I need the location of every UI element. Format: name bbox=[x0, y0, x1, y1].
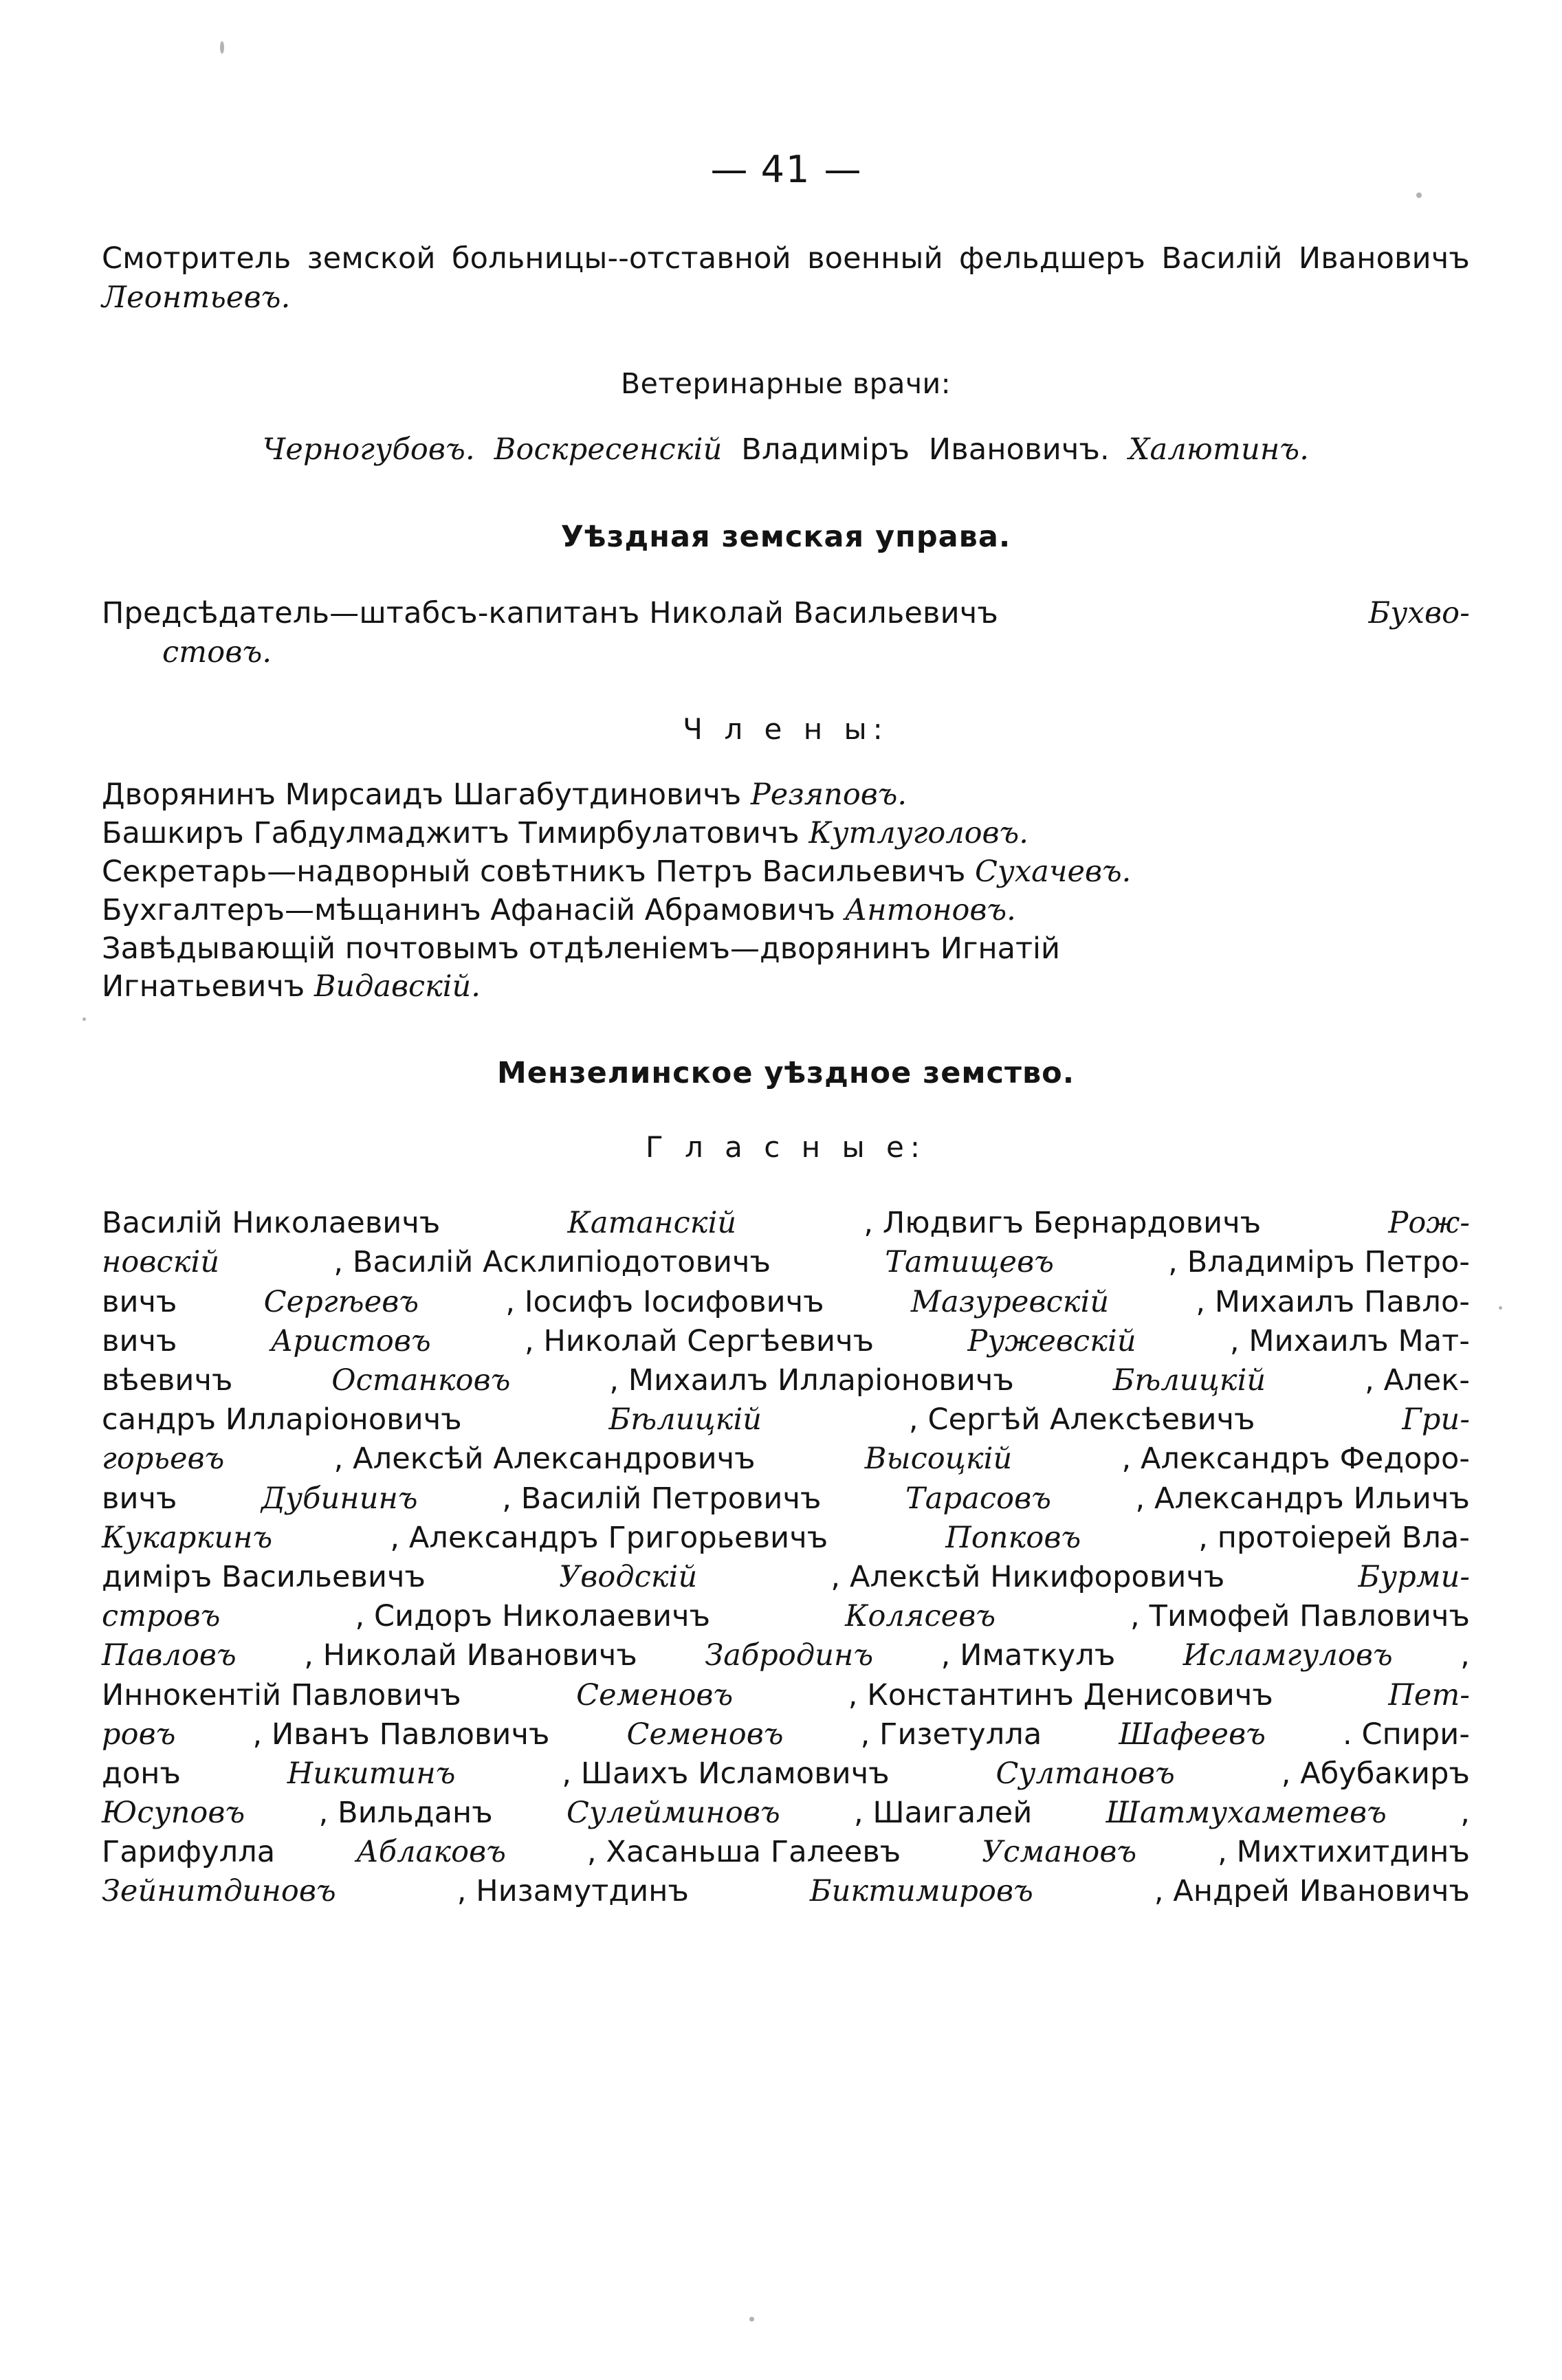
member-row-5 bbox=[102, 930, 1470, 969]
glasnye-line-4 bbox=[102, 1322, 1470, 1361]
glasnye-line-15-seg-1: Никитинъ bbox=[287, 1756, 456, 1791]
vet-name-3: Халютинъ. bbox=[1128, 432, 1310, 467]
glasnye-line-16-seg-4: Шатмухаметевъ bbox=[1106, 1796, 1387, 1831]
member-row-4 bbox=[102, 892, 1470, 930]
glasnye-line-18-seg-0: Зейнитдиновъ bbox=[102, 1874, 336, 1909]
heading-uyezd-zemstvo-board: Уѣздная земская управа. bbox=[560, 519, 1011, 554]
glasnye-body bbox=[102, 1204, 1470, 1911]
glasnye-line-16-seg-0: Юсуповъ bbox=[102, 1796, 245, 1831]
glasnye-line-16-seg-5: , bbox=[1460, 1796, 1470, 1831]
glasnye-line-12 bbox=[102, 1636, 1470, 1675]
page-number-value: 41 bbox=[760, 148, 811, 191]
paragraph-hospital-warden bbox=[102, 239, 1470, 318]
glasnye-line-2-seg-2: Татищевъ bbox=[885, 1245, 1054, 1280]
member-row-1-surname: Резяповъ. bbox=[750, 777, 908, 812]
glasnye-line-12-seg-0: Павловъ bbox=[102, 1638, 236, 1673]
member-row-4-plain: Бухгалтеръ—мѣщанинъ Афанасій Абрамовичъ bbox=[102, 892, 845, 927]
glasnye-line-4-seg-4: , Михаилъ Мат- bbox=[1229, 1323, 1470, 1358]
page-number-dash-left: — bbox=[710, 148, 748, 191]
glasnye-line-8 bbox=[102, 1479, 1470, 1519]
member-row-1-plain: Дворянинъ Мирсаидъ Шагабутдиновичъ bbox=[102, 777, 751, 812]
heading-glasnye: Г л а с н ы е: bbox=[645, 1130, 926, 1165]
member-row-4-surname: Антоновъ. bbox=[844, 892, 1016, 927]
glasnye-line-5 bbox=[102, 1361, 1470, 1400]
glasnye-line-12-seg-4: Исламгуловъ bbox=[1182, 1638, 1393, 1673]
glasnye-line-10 bbox=[102, 1558, 1470, 1597]
glasnye-line-16-seg-1: , Вильданъ bbox=[318, 1796, 493, 1831]
glasnye-line-6-seg-1: Бѣлицкій bbox=[608, 1402, 762, 1437]
glasnye-line-15-seg-3: Султановъ bbox=[996, 1756, 1175, 1791]
glasnye-line-3-seg-2: , Іосифъ Іосифовичъ bbox=[505, 1284, 824, 1319]
glasnye-line-16-seg-3: , Шаигалей bbox=[853, 1796, 1033, 1831]
glasnye-line-15-seg-0: донъ bbox=[102, 1756, 181, 1791]
glasnye-line-11-seg-3: , Тимофей Павловичъ bbox=[1130, 1599, 1470, 1634]
glasnye-line-12-seg-2: Забродинъ bbox=[705, 1638, 874, 1673]
glasnye-line-14 bbox=[102, 1715, 1470, 1754]
glasnye-line-5-seg-3: Бѣлицкій bbox=[1112, 1363, 1266, 1398]
glasnye-line-3-seg-4: , Михаилъ Павло- bbox=[1196, 1284, 1470, 1319]
glasnye-line-14-seg-4: Шафеевъ bbox=[1119, 1717, 1266, 1752]
glasnye-line-3-seg-1: Сергѣевъ bbox=[263, 1284, 419, 1319]
glasnye-line-15 bbox=[102, 1754, 1470, 1794]
glasnye-line-6 bbox=[102, 1400, 1470, 1440]
member-row-6 bbox=[102, 968, 1470, 1006]
glasnye-line-14-seg-2: Семеновъ bbox=[626, 1717, 784, 1752]
member-row-2-surname: Кутлуголовъ. bbox=[808, 815, 1028, 850]
glasnye-line-8-seg-1: Дубининъ bbox=[261, 1481, 418, 1516]
heading-members: Ч л е н ы: bbox=[683, 712, 889, 746]
hospital-warden-name: Леонтьевъ. bbox=[102, 280, 291, 316]
scan-speck bbox=[220, 41, 224, 54]
glasnye-line-6-seg-2: , Сергѣй Алексѣевичъ bbox=[908, 1402, 1255, 1437]
glasnye-line-14-seg-0: ровъ bbox=[102, 1717, 176, 1752]
glasnye-line-10-seg-1: Уводскій bbox=[559, 1559, 698, 1594]
glasnye-line-4-seg-2: , Николай Сергѣевичъ bbox=[524, 1323, 874, 1358]
chairman-surname-part1: Бухво- bbox=[1368, 595, 1470, 630]
glasnye-line-9 bbox=[102, 1519, 1470, 1558]
glasnye-line-18-seg-2: Биктимировъ bbox=[809, 1874, 1033, 1909]
glasnye-line-2-seg-1: , Василій Асклипіодотовичъ bbox=[333, 1245, 771, 1280]
glasnye-line-14-seg-5: . Спири- bbox=[1342, 1717, 1470, 1752]
paragraph-chairman bbox=[102, 594, 1470, 672]
glasnye-line-3 bbox=[102, 1283, 1470, 1322]
members-list bbox=[102, 776, 1470, 1006]
glasnye-line-3-seg-3: Мазуревскій bbox=[910, 1284, 1110, 1319]
glasnye-line-17-seg-1: Аблаковъ bbox=[356, 1835, 506, 1870]
glasnye-line-7 bbox=[102, 1440, 1470, 1479]
member-row-2-plain: Башкиръ Габдулмаджитъ Тимирбулатовичъ bbox=[102, 815, 809, 850]
chairman-surname-part2: стовъ. bbox=[162, 635, 272, 670]
member-row-6-surname: Видавскій. bbox=[314, 969, 481, 1004]
glasnye-line-17-seg-4: , Михтихитдинъ bbox=[1218, 1835, 1470, 1870]
glasnye-line-11-seg-0: стровъ bbox=[102, 1599, 221, 1634]
glasnye-line-18-seg-3: , Андрей Ивановичъ bbox=[1154, 1874, 1470, 1909]
glasnye-line-10-seg-3: Бурми- bbox=[1358, 1559, 1470, 1594]
glasnye-line-15-seg-2: , Шаихъ Исламовичъ bbox=[562, 1756, 890, 1791]
glasnye-line-17-seg-0: Гарифулла bbox=[102, 1835, 276, 1870]
vet-name-2: Воскресенскій bbox=[494, 432, 723, 467]
member-row-5-plain: Завѣдывающій почтовымъ отдѣленіемъ—дворянинъ Игнатій bbox=[102, 931, 1060, 966]
glasnye-line-4-seg-3: Ружевскій bbox=[967, 1323, 1136, 1358]
heading-veterinary-doctors: Ветеринарные врачи: bbox=[620, 367, 952, 401]
glasnye-line-11-seg-2: Колясевъ bbox=[845, 1599, 996, 1634]
glasnye-line-13-seg-0: Иннокентій Павловичъ bbox=[102, 1677, 461, 1712]
member-row-3-surname: Сухачевъ. bbox=[975, 854, 1132, 889]
glasnye-line-8-seg-2: , Василій Петровичъ bbox=[502, 1481, 822, 1516]
member-row-3-plain: Секретарь—надворный совѣтникъ Петръ Васильевичъ bbox=[102, 854, 976, 889]
glasnye-line-8-seg-3: Тарасовъ bbox=[905, 1481, 1051, 1516]
glasnye-line-10-seg-2: , Алексѣй Никифоровичъ bbox=[830, 1559, 1225, 1594]
page-number bbox=[102, 148, 1470, 191]
glasnye-line-9-seg-3: , протоіерей Вла- bbox=[1198, 1520, 1470, 1555]
glasnye-line-15-seg-4: , Абубакиръ bbox=[1281, 1756, 1470, 1791]
glasnye-line-13-seg-1: Семеновъ bbox=[576, 1677, 734, 1712]
page-number-dash-right: — bbox=[824, 148, 861, 191]
glasnye-line-8-seg-0: вичъ bbox=[102, 1481, 177, 1516]
glasnye-line-7-seg-3: , Александръ Федоро- bbox=[1121, 1442, 1470, 1477]
scan-speck bbox=[1499, 1306, 1502, 1310]
glasnye-line-14-seg-3: , Гизетулла bbox=[860, 1717, 1042, 1752]
member-row-1 bbox=[102, 776, 1470, 815]
glasnye-line-18 bbox=[102, 1872, 1470, 1911]
glasnye-line-5-seg-4: , Алек- bbox=[1365, 1363, 1470, 1398]
member-row-6-plain: Игнатьевичъ bbox=[102, 969, 314, 1004]
hospital-warden-line1: Смотритель земской больницы--отставной военный фельдшеръ bbox=[102, 241, 1146, 276]
scan-speck bbox=[1416, 192, 1422, 198]
glasnye-line-17 bbox=[102, 1833, 1470, 1872]
chairman-line1 bbox=[102, 594, 1470, 633]
glasnye-line-13-seg-3: Пет- bbox=[1388, 1677, 1470, 1712]
glasnye-line-10-seg-0: диміръ Васильевичъ bbox=[102, 1559, 426, 1594]
chairman-line1-plain: Предсѣдатель—штабсъ-капитанъ Николай Васильевичъ bbox=[102, 595, 998, 630]
glasnye-line-12-seg-5: , bbox=[1460, 1638, 1470, 1673]
glasnye-line-4-seg-0: вичъ bbox=[102, 1323, 177, 1358]
glasnye-line-12-seg-1: , Николай Ивановичъ bbox=[304, 1638, 637, 1673]
glasnye-line-5-seg-0: вѣевичъ bbox=[102, 1363, 233, 1398]
glasnye-line-11-seg-1: , Сидоръ Николаевичъ bbox=[355, 1599, 711, 1634]
glasnye-line-2 bbox=[102, 1243, 1470, 1282]
glasnye-line-9-seg-1: , Александръ Григорьевичъ bbox=[390, 1520, 828, 1555]
glasnye-line-17-seg-3: Усмановъ bbox=[982, 1835, 1137, 1870]
glasnye-line-1-seg-3: Рож- bbox=[1388, 1206, 1470, 1241]
glasnye-line-8-seg-4: , Александръ Ильичъ bbox=[1135, 1481, 1470, 1516]
glasnye-line-17-seg-2: , Хасаньша Галеевъ bbox=[586, 1835, 901, 1870]
veterinary-doctors-list bbox=[102, 430, 1470, 470]
glasnye-line-13 bbox=[102, 1676, 1470, 1715]
glasnye-line-18-seg-1: , Низамутдинъ bbox=[456, 1874, 689, 1909]
glasnye-line-5-seg-1: Останковъ bbox=[331, 1363, 511, 1398]
glasnye-line-16-seg-2: Сулейминовъ bbox=[566, 1796, 780, 1831]
glasnye-line-2-seg-3: , Владиміръ Петро- bbox=[1168, 1245, 1470, 1280]
scan-speck bbox=[749, 2317, 754, 2322]
glasnye-line-13-seg-2: , Константинъ Денисовичъ bbox=[848, 1677, 1273, 1712]
glasnye-line-6-seg-0: сандръ Илларіоновичъ bbox=[102, 1402, 462, 1437]
glasnye-line-3-seg-0: вичъ bbox=[102, 1284, 177, 1319]
glasnye-line-5-seg-2: , Михаилъ Илларіоновичъ bbox=[609, 1363, 1014, 1398]
glasnye-line-4-seg-1: Аристовъ bbox=[270, 1323, 431, 1358]
glasnye-line-6-seg-3: Гри- bbox=[1402, 1402, 1470, 1437]
vet-name-2-patronymic: Ивановичъ. bbox=[928, 432, 1110, 467]
hospital-warden-line2: Василій Ивановичъ bbox=[1161, 241, 1470, 276]
glasnye-line-11 bbox=[102, 1597, 1470, 1636]
glasnye-line-7-seg-1: , Алексѣй Александровичъ bbox=[333, 1442, 756, 1477]
glasnye-line-1-seg-1: Катанскій bbox=[567, 1206, 737, 1241]
glasnye-line-1 bbox=[102, 1204, 1470, 1243]
glasnye-line-1-seg-2: , Людвигъ Бернардовичъ bbox=[864, 1206, 1262, 1241]
member-row-3 bbox=[102, 853, 1470, 892]
glasnye-line-16 bbox=[102, 1794, 1470, 1833]
heading-menzelinsk-zemstvo: Мензелинское уѣздное земство. bbox=[496, 1056, 1075, 1091]
page-content bbox=[102, 148, 1470, 1912]
glasnye-line-12-seg-3: , Иматкулъ bbox=[940, 1638, 1116, 1673]
scan-speck bbox=[82, 1017, 86, 1021]
member-row-2 bbox=[102, 815, 1470, 853]
vet-name-2-first: Владиміръ bbox=[741, 432, 910, 467]
glasnye-line-7-seg-2: Высоцкій bbox=[864, 1442, 1013, 1477]
glasnye-line-9-seg-0: Кукаркинъ bbox=[102, 1520, 273, 1555]
glasnye-line-1-seg-0: Василій Николаевичъ bbox=[102, 1206, 441, 1241]
glasnye-line-9-seg-2: Попковъ bbox=[945, 1520, 1081, 1555]
vet-name-1: Черногубовъ. bbox=[262, 432, 475, 467]
glasnye-line-14-seg-1: , Иванъ Павловичъ bbox=[252, 1717, 550, 1752]
glasnye-line-2-seg-0: новскій bbox=[102, 1245, 220, 1280]
glasnye-line-7-seg-0: горьевъ bbox=[102, 1442, 225, 1477]
